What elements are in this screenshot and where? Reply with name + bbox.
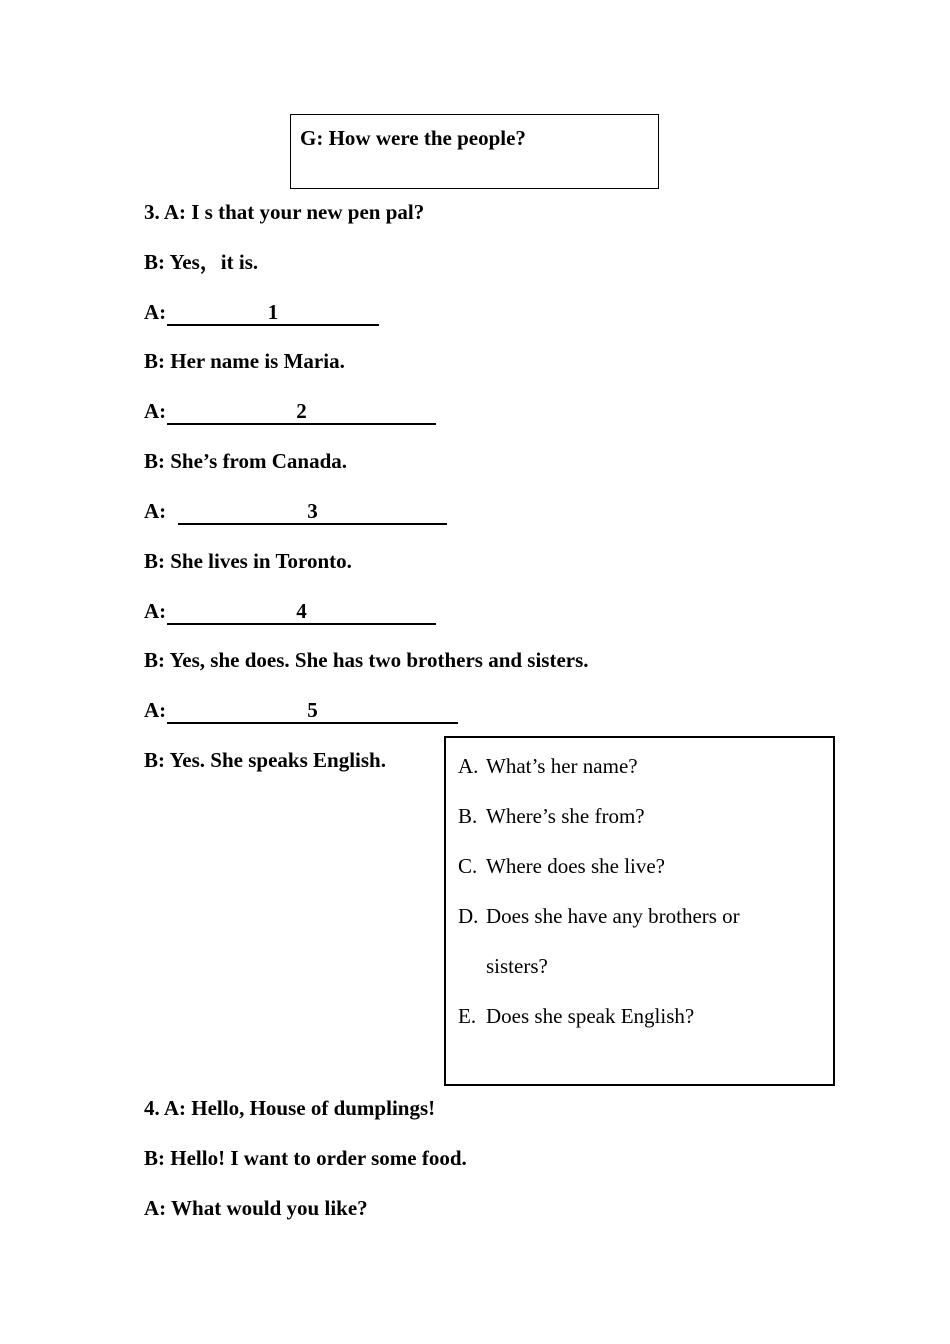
q4-line-1: 4. A: Hello, House of dumplings! (144, 1096, 436, 1120)
answer-blank-4[interactable] (167, 599, 436, 625)
choice-d-text: Does she have any brothers or (486, 904, 740, 928)
answer-blank-5[interactable] (167, 698, 458, 724)
question-box-text: G: How were the people? (300, 126, 526, 150)
q4-line-3: A: What would you like? (144, 1196, 368, 1220)
q3-answer-3: B: She lives in Toronto. (144, 549, 352, 573)
choices-box (444, 736, 835, 1086)
blank-4-prefix: A: (144, 599, 167, 623)
answer-blank-1[interactable] (167, 300, 379, 326)
blank-5-number: 5 (307, 698, 318, 722)
blank-3-number: 3 (307, 499, 318, 523)
answer-blank-2[interactable] (167, 399, 436, 425)
q3-line-2: B: Yes，it is. (144, 250, 259, 274)
blank-1-prefix: A: (144, 300, 167, 324)
choice-c-letter: C. (458, 854, 478, 878)
question-box (290, 114, 659, 189)
answer-blank-3[interactable] (178, 499, 447, 525)
blank-3-prefix: A: (144, 499, 167, 523)
q3-answer-2: B: She’s from Canada. (144, 449, 348, 473)
choice-e-text: Does she speak English? (486, 1004, 695, 1028)
blank-2-prefix: A: (144, 399, 167, 423)
q3-answer-4: B: Yes, she does. She has two brothers and sisters. (144, 648, 589, 672)
choice-a-letter: A. (458, 754, 479, 778)
blank-2-number: 2 (296, 399, 307, 423)
choice-a-text: What’s her name? (486, 754, 638, 778)
choice-b-text: Where’s she from? (486, 804, 645, 828)
choice-c-text: Where does she live? (486, 854, 666, 878)
choice-d-text-2: sisters? (486, 954, 548, 978)
blank-5-prefix: A: (144, 698, 167, 722)
blank-1-number: 1 (267, 300, 279, 324)
q3-line-1: 3. A: I s that your new pen pal? (144, 200, 425, 224)
choice-e-letter: E. (458, 1004, 477, 1028)
choice-d-letter: D. (458, 904, 479, 928)
q3-answer-1: B: Her name is Maria. (144, 349, 345, 373)
blank-4-number: 4 (296, 599, 307, 623)
q4-line-2: B: Hello! I want to order some food. (144, 1146, 467, 1170)
choice-b-letter: B. (458, 804, 478, 828)
q3-answer-5: B: Yes. She speaks English. (144, 748, 386, 772)
